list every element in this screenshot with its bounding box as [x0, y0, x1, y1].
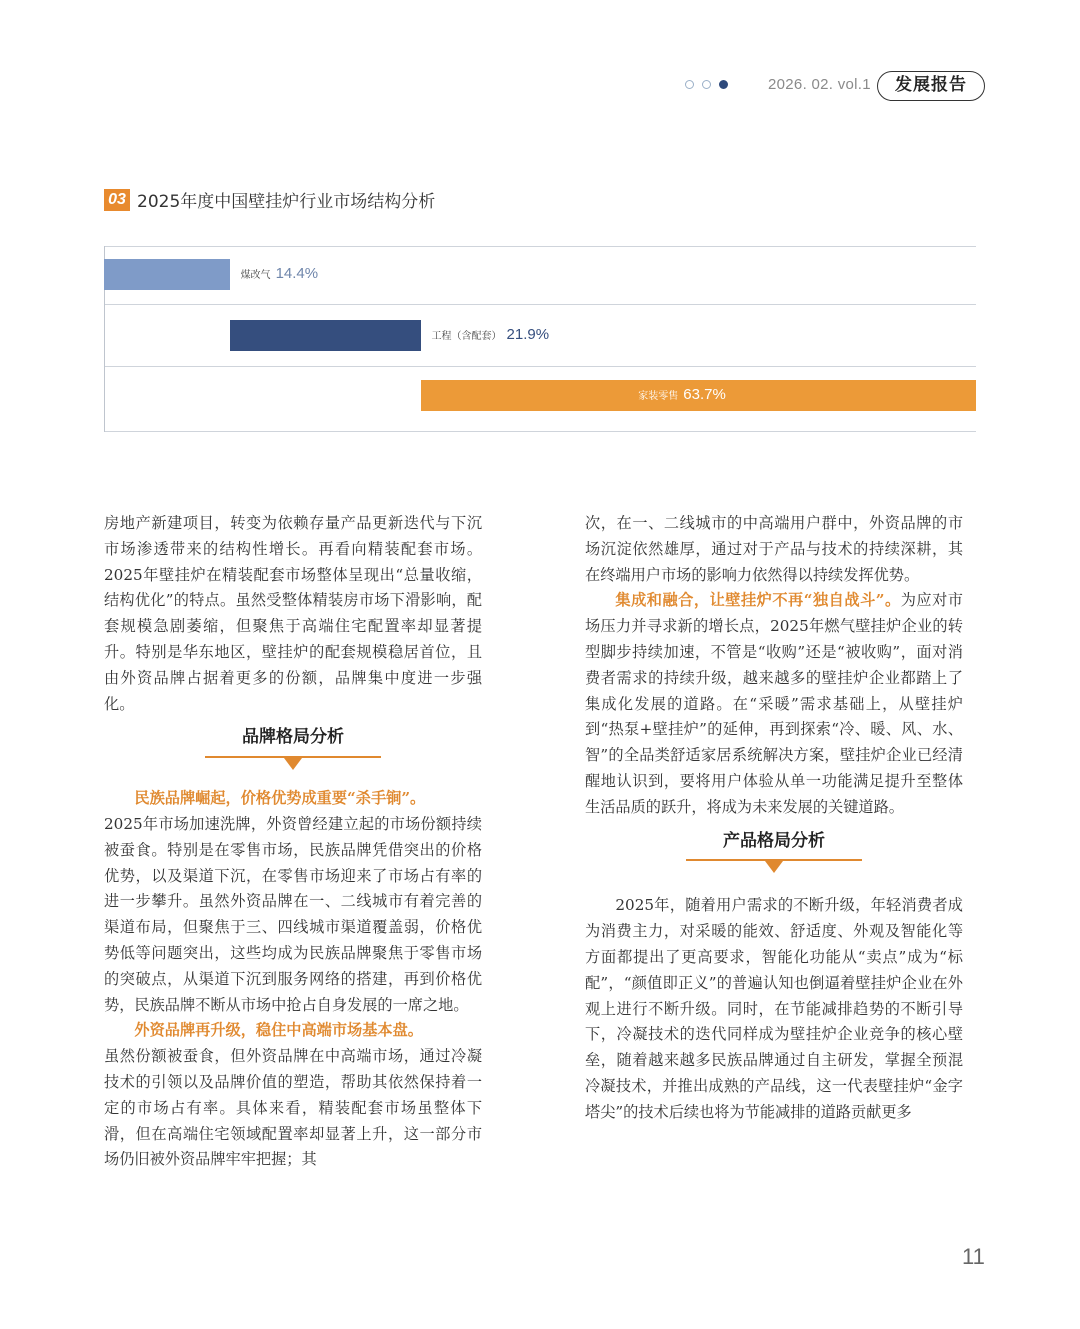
- category-label: 工程（含配套）: [431, 331, 502, 342]
- indicator-dot: [702, 80, 711, 89]
- highlight-heading: 集成和融合，让壁挂炉不再“独自战斗”。: [615, 591, 901, 610]
- report-badge: 发展报告: [877, 71, 985, 101]
- value-label: 14.4%: [275, 265, 319, 282]
- category-label: 煤改气: [240, 270, 271, 281]
- triangle-marker-icon: [765, 861, 783, 873]
- highlight-heading: 外资品牌再升级，稳住中高端市场基本盘。: [134, 1021, 423, 1040]
- issue-label: 2026. 02. vol.1: [768, 76, 871, 93]
- bar-2: [230, 320, 421, 351]
- bar-label: [432, 326, 550, 344]
- bar-1: [104, 259, 230, 290]
- paragraph: 房地产新建项目，转变为依赖存量产品更新迭代与下沉市场渗透带来的结构性增长。再看向精装配套市场。2025年壁挂炉在精装配套市场整体呈现出“总量收缩，结构优化”的特点。虽然受整体精装房市场下滑影响，配套规模急剧萎缩，但聚焦于高端住宅配置率却显著提升。特别是华东地区，壁挂炉的配套规模稳居首位，且由外资品牌占据着更多的份额，品牌集中度进一步强化。: [104, 514, 482, 713]
- grid-line: [104, 246, 976, 247]
- paragraph: 虽然份额被蚕食，但外资品牌在中高端市场，通过冷凝技术的引领以及品牌价值的塑造，帮助其依然保持着一定的市场占有率。具体来看，精装配套市场虽整体下滑，但在高端住宅领域配置率却显著上升，这一部分市场仍旧被外资品牌牢牢把握；其: [104, 1047, 482, 1169]
- bar-label: [241, 265, 319, 283]
- paragraph: 为应对市场压力并寻求新的增长点，2025年燃气壁挂炉企业的转型脚步持续加速，不管是“收购”还是“被收购”，面对消费者需求的持续升级，越来越多的壁挂炉企业都踏上了集成化发展的道路。在“采暖”需求基础上，从壁挂炉到“热泵+壁挂炉”的延伸，再到探索“冷、暖、风、水、智”的全品类舒适家居系统解决方案，壁挂炉企业已经清醒地认识到，要将用户体验从单一功能满足提升至整体生活品质的跃升，将成为未来发展的关键道路。: [585, 591, 963, 816]
- paragraph: 2025年，随着用户需求的不断升级，年轻消费者成为消费主力，对采暖的能效、舒适度、外观及智能化等方面都提出了更高要求，智能化功能从“卖点”成为“标配”，“颜值即正义”的普遍认知也倒逼着壁挂炉企业在外观上进行不断升级。同时，在节能减排趋势的不断引导下，冷凝技术的迭代同样成为壁挂炉企业竞争的核心壁垒，随着越来越多民族品牌通过自主研发，掌握全预混冷凝技术，并推出成熟的产品线，这一代表壁挂炉“金字塔尖”的技术后续也将为节能减排的道路贡献更多: [585, 896, 963, 1121]
- indicator-dot-active: [719, 80, 728, 89]
- indicator-dot: [685, 80, 694, 89]
- subhead-product: 产品格局分析: [723, 830, 825, 851]
- right-column: [585, 511, 963, 1126]
- grid-line: [104, 366, 976, 367]
- subhead-divider: [205, 756, 381, 770]
- section-heading: [104, 187, 435, 212]
- left-column: [104, 511, 482, 1173]
- subhead-divider: [686, 859, 862, 873]
- section-title: 2025年度中国壁挂炉行业市场结构分析: [137, 192, 436, 212]
- highlight-heading: 民族品牌崛起，价格优势成重要“杀手锏”。: [134, 789, 426, 808]
- bar-label: [638, 386, 726, 404]
- grid-line: [104, 304, 976, 305]
- value-label: 63.7%: [683, 386, 726, 403]
- page-indicator: [685, 80, 728, 89]
- grid-line: [104, 431, 976, 432]
- section-number: 03: [104, 189, 130, 211]
- category-label: 家装零售: [638, 391, 679, 402]
- value-label: 21.9%: [506, 326, 550, 343]
- page-number: 11: [962, 1244, 985, 1269]
- market-structure-chart: [104, 246, 976, 432]
- subhead-brand: 品牌格局分析: [242, 727, 344, 748]
- paragraph: 次，在一、二线城市的中高端用户群中，外资品牌的市场沉淀依然雄厚，通过对于产品与技术的持续深耕，其在终端用户市场的影响力依然得以持续发挥优势。: [585, 514, 963, 584]
- triangle-marker-icon: [284, 758, 302, 770]
- paragraph: 2025年市场加速洗牌，外资曾经建立起的市场份额持续被蚕食。特别是在零售市场，民族品牌凭借突出的价格优势，以及渠道下沉，在零售市场迎来了市场占有率的进一步攀升。虽然外资品牌在一、二线城市有着完善的渠道布局，但聚焦于三、四线城市渠道覆盖弱，价格优势低等问题突出，这些均成为民族品牌聚焦于零售市场的突破点，从渠道下沉到服务网络的搭建，再到价格优势，民族品牌不断从市场中抢占自身发展的一席之地。: [104, 814, 482, 1014]
